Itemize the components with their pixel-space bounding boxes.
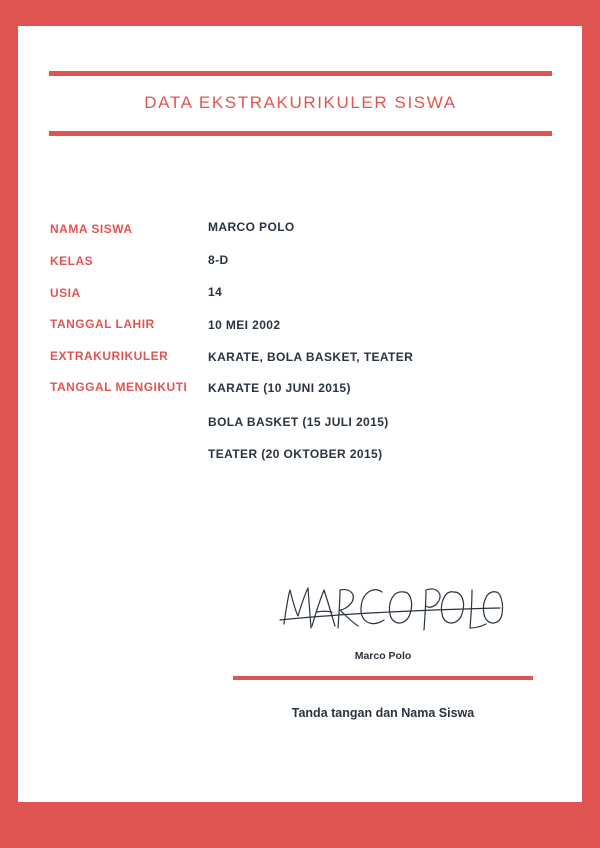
field-value: 10 MEI 2002 [208,318,281,332]
field-value: KARATE (10 JUNI 2015) [208,381,351,395]
field-value: KARATE, BOLA BASKET, TEATER [208,350,414,364]
left-border [0,0,18,848]
field-row-tanggal-lahir [50,317,570,337]
field-row-usia [50,286,570,306]
field-row-kelas [50,254,570,274]
field-value: BOLA BASKET (15 JULI 2015) [208,415,389,429]
field-value: MARCO POLO [208,220,295,234]
page-title: DATA EKSTRAKURIKULER SISWA [144,93,457,112]
field-value: 14 [208,285,223,299]
title-rule-top [49,71,552,76]
field-label: USIA [50,286,81,300]
field-label: NAMA SISWA [50,222,133,236]
field-row-tanggal-mengikuti [50,380,570,461]
field-row-extrakurikuler [50,349,570,369]
field-label: KELAS [50,254,94,268]
field-row-nama-siswa [50,222,570,242]
field-label: EXTRAKURIKULER [50,349,169,363]
field-label: TANGGAL MENGIKUTI [50,380,188,394]
bottom-border [0,802,600,848]
signature-line [233,676,533,680]
right-border [582,0,600,848]
field-value: 8-D [208,253,229,267]
title-rule-bottom [49,131,552,136]
top-border [0,0,600,26]
right-border-gap [578,26,582,802]
signature-name: Marco Polo [354,650,412,662]
signature-caption: Tanda tangan dan Nama Siswa [291,706,475,720]
handwritten-signature [278,580,504,640]
field-label: TANGGAL LAHIR [50,317,155,331]
field-value: TEATER (20 OKTOBER 2015) [208,447,383,461]
